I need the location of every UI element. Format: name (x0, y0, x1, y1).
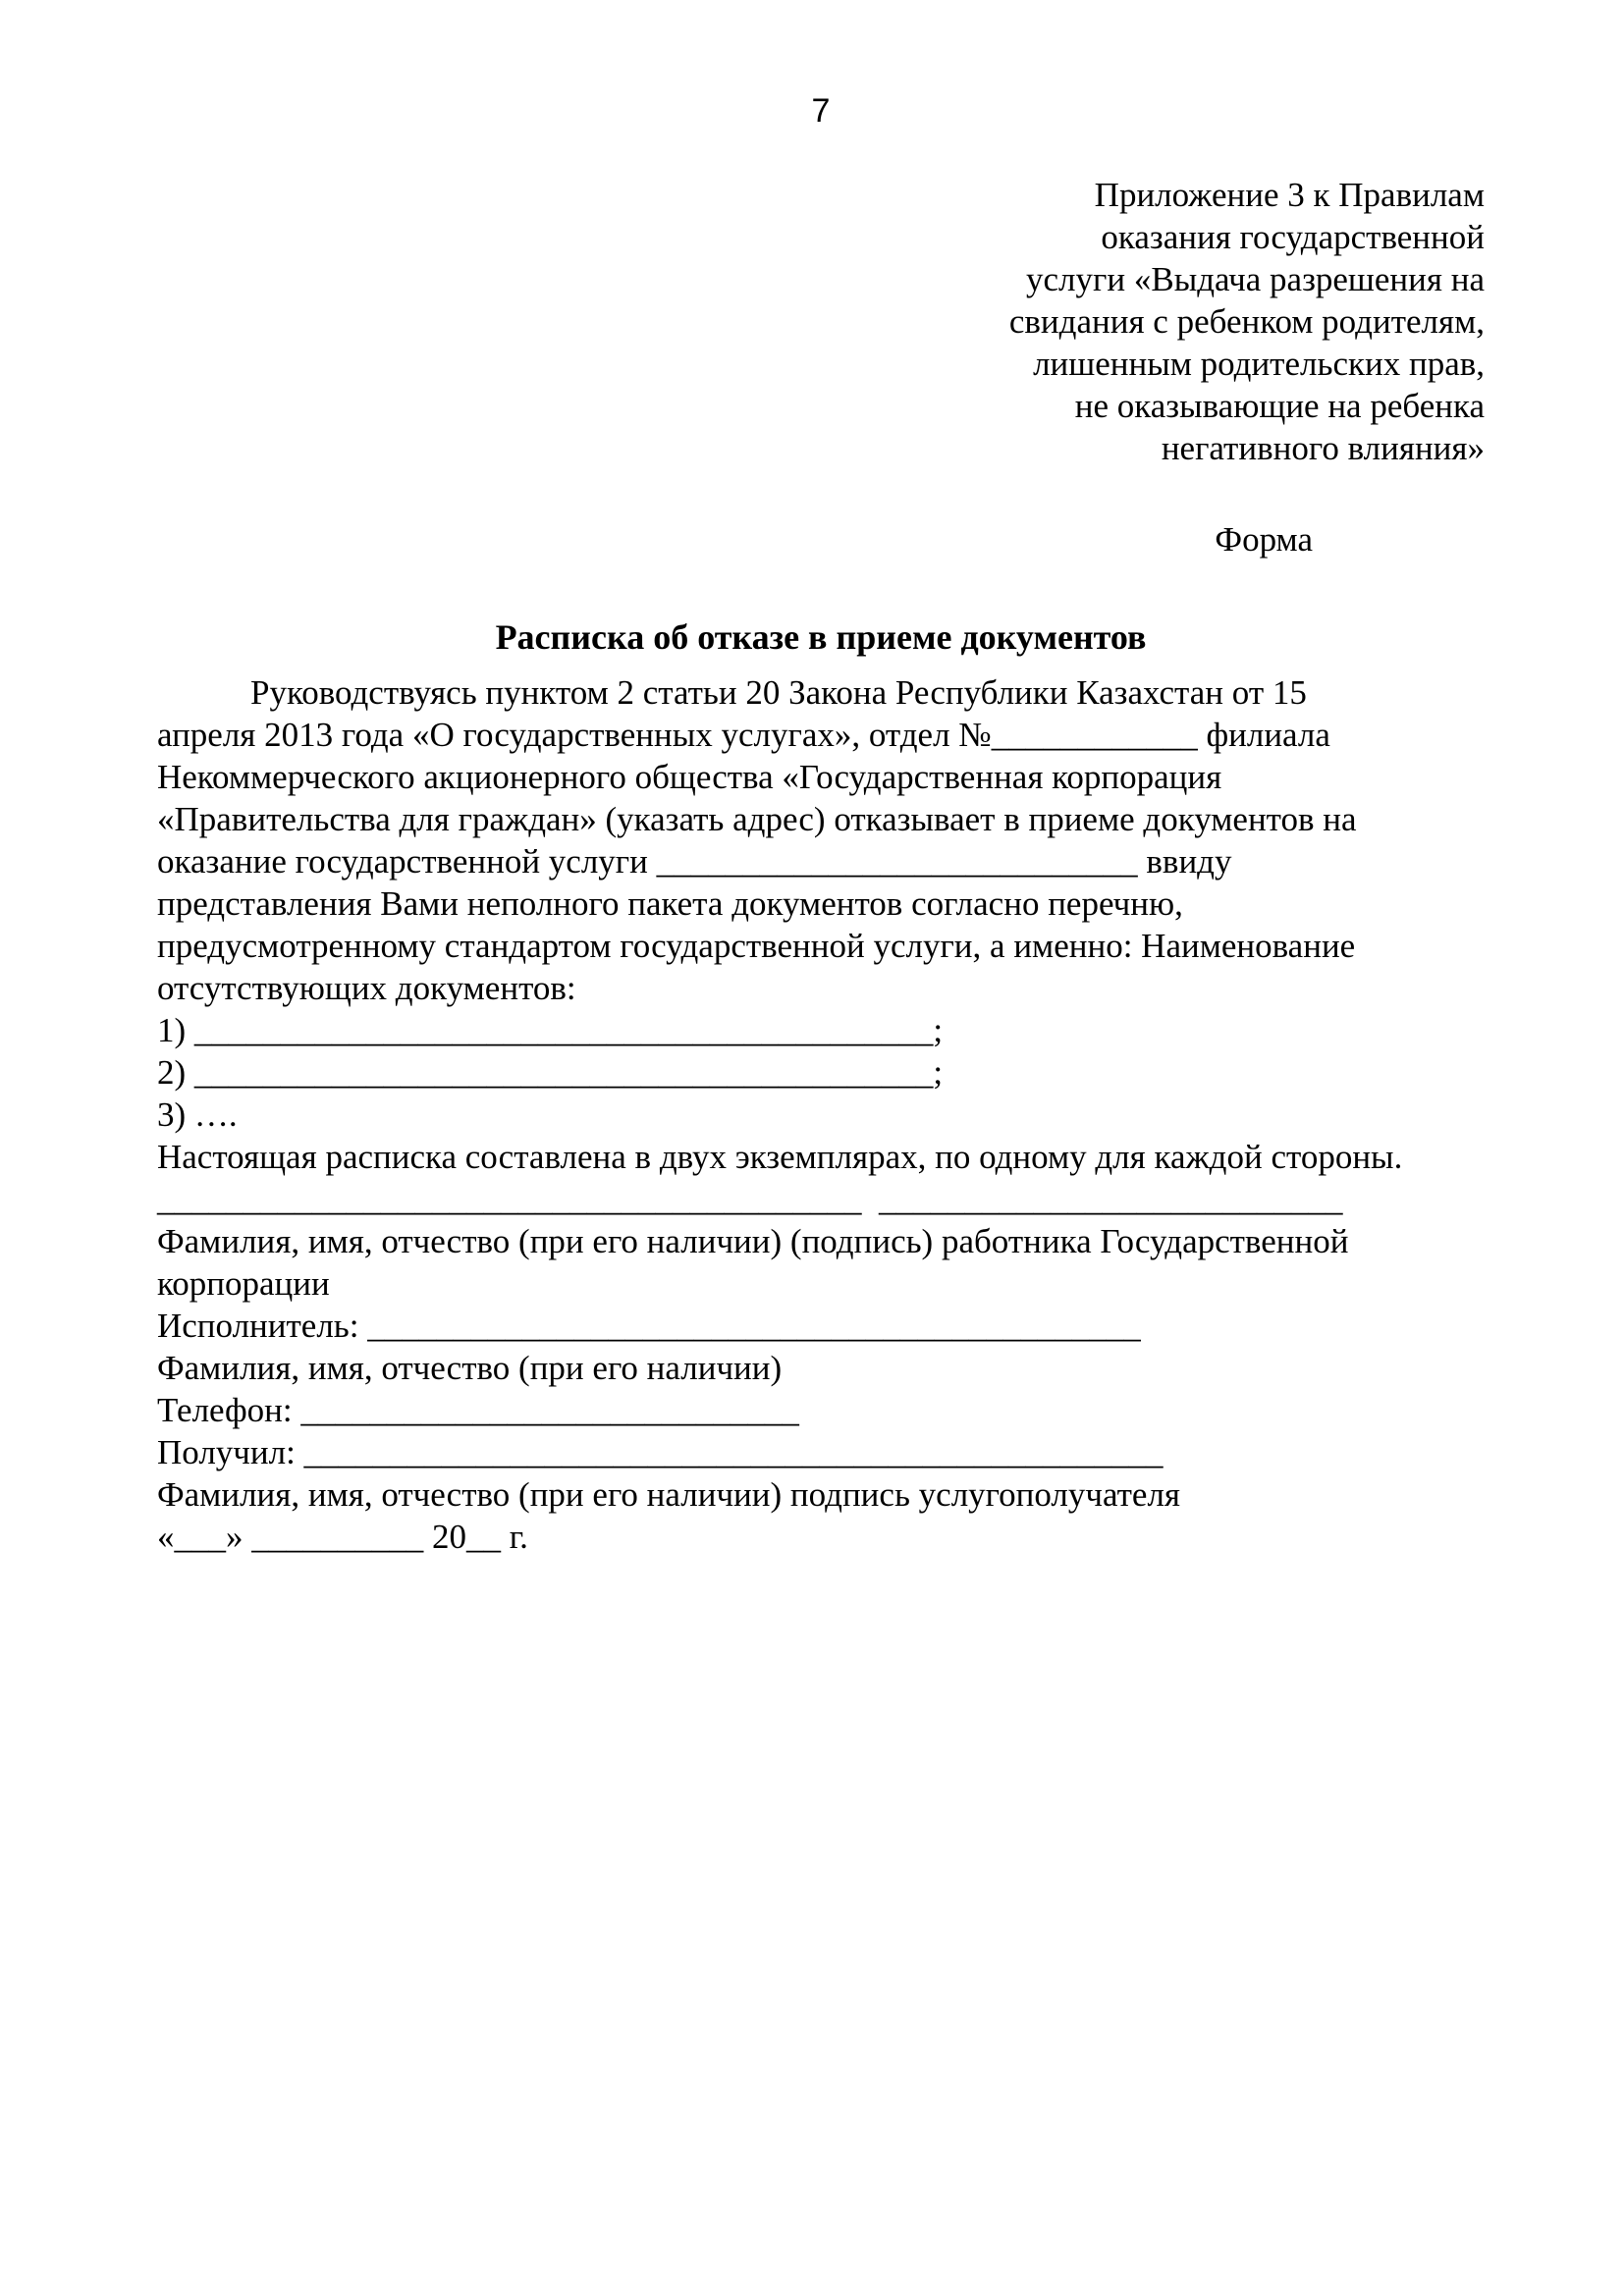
text-line: оказание государственной услуги ____________________________ ввиду (157, 842, 1232, 881)
text-line: Фамилия, имя, отчество (при его наличии) подпись услугополучателя (157, 1475, 1181, 1514)
text-line: Получил: __________________________________________________ (157, 1433, 1164, 1471)
text-line: «Правительства для граждан» (указать адрес) отказывает в приеме документов на (157, 800, 1357, 838)
text-line: апреля 2013 года «О государственных услугах», отдел №____________ филиала (157, 716, 1330, 754)
text-line: «___» __________ 20__ г. (157, 1518, 528, 1556)
text-line: Исполнитель: _____________________________________________ (157, 1307, 1141, 1345)
text-line: Телефон: _____________________________ (157, 1391, 799, 1429)
text-line: корпорации (157, 1264, 330, 1303)
text-line: Некоммерческого акционерного общества «Государственная корпорация (157, 758, 1222, 796)
text-line: Приложение 3 к Правилам (1094, 176, 1485, 214)
text-line: негативного влияния» (1161, 429, 1485, 467)
text-line: свидания с ребенком родителям, (1008, 302, 1485, 341)
text-line: отсутствующих документов: (157, 969, 576, 1007)
text-line: Руководствуясь пунктом 2 статьи 20 Закона Республики Казахстан от 15 (250, 673, 1307, 712)
text-line: предусмотренному стандартом государственной услуги, а именно: Наименование (157, 927, 1356, 965)
document-title: Расписка об отказе в приеме документов (495, 617, 1147, 657)
text-line: Настоящая расписка составлена в двух экземплярах, по одному для каждой стороны. (157, 1138, 1403, 1176)
text-line: услуги «Выдача разрешения на (1026, 260, 1485, 298)
text-line: Фамилия, имя, отчество (при его наличии) (подпись) работника Государственной (157, 1222, 1349, 1260)
page-number: 7 (811, 92, 831, 130)
appendix-note (157, 174, 1485, 469)
text-line: лишенным родительских прав, (1033, 345, 1485, 383)
text-line: 2) ___________________________________________; (157, 1053, 944, 1092)
text-line: представления Вами неполного пакета документов согласно перечню, (157, 884, 1183, 923)
text-line: _________________________________________ ___________________________ (157, 1180, 1343, 1218)
form-label: Форма (1215, 520, 1313, 559)
text-line: не оказывающие на ребенка (1074, 387, 1485, 425)
text-line: оказания государственной (1101, 218, 1485, 256)
text-line: 3) …. (157, 1095, 238, 1134)
text-line: 1) ___________________________________________; (157, 1011, 944, 1049)
document-body (157, 671, 1485, 1558)
text-line: Фамилия, имя, отчество (при его наличии) (157, 1349, 783, 1387)
